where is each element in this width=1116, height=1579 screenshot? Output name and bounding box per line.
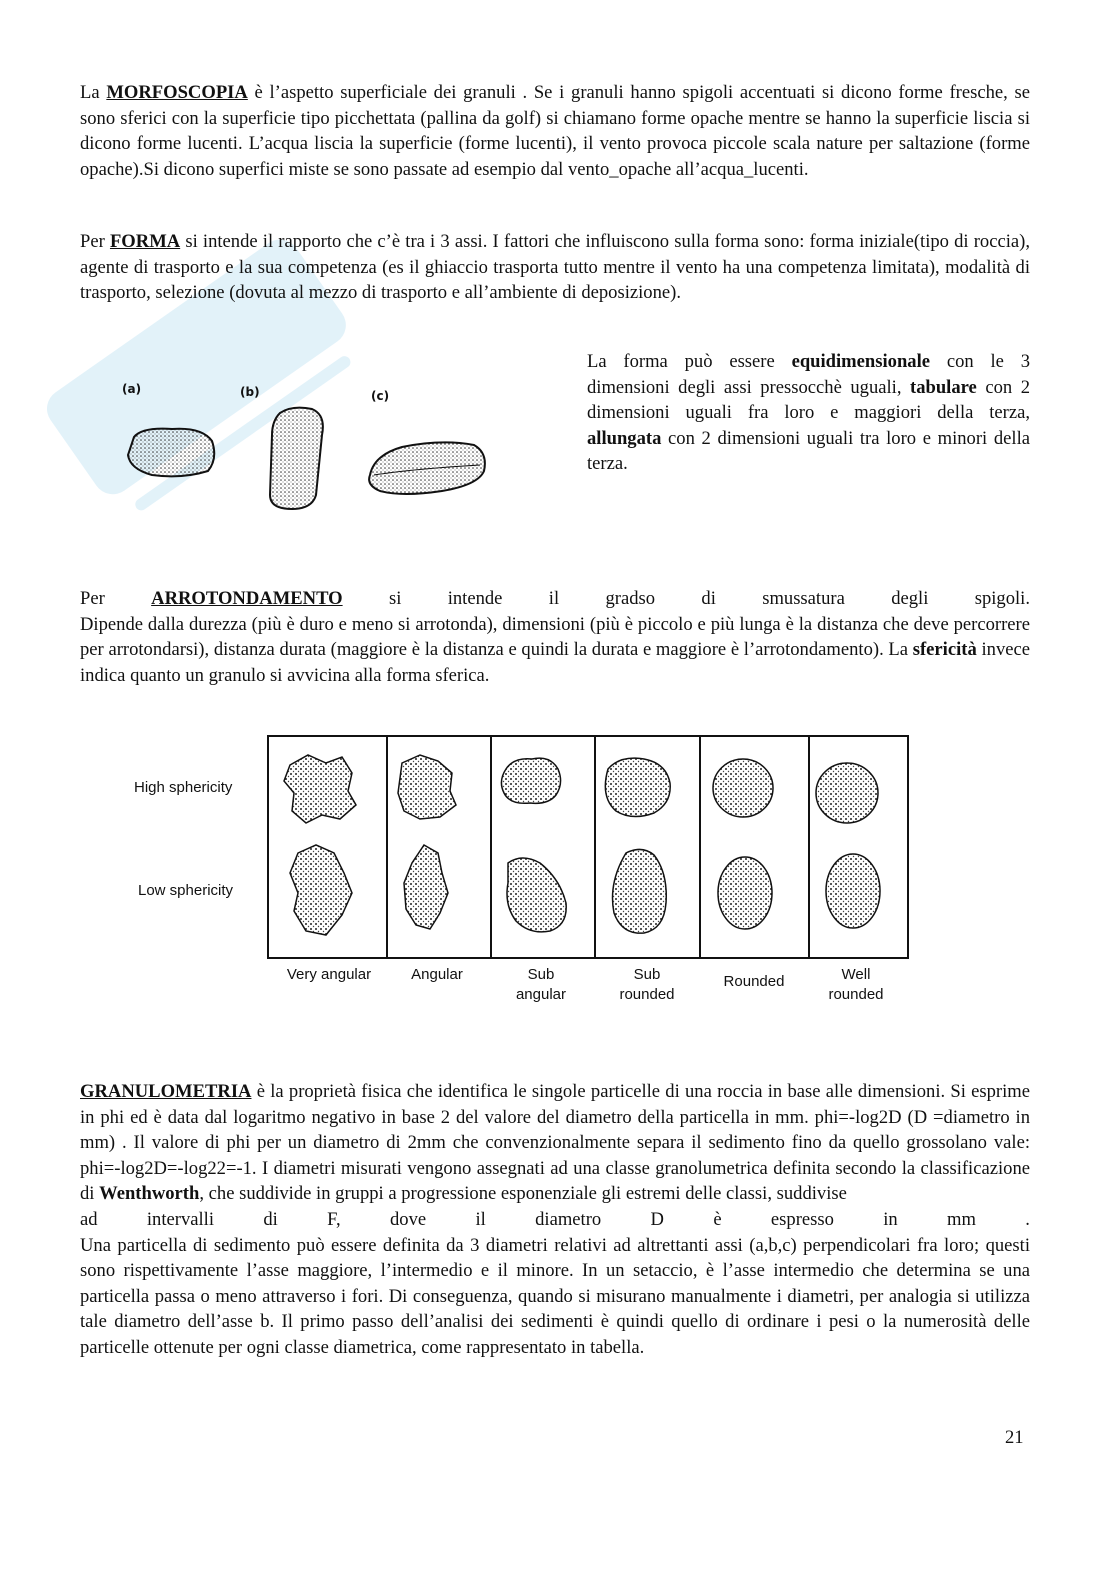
paragraph-forma-types: La forma può essere equidimensionale con le 3 dimensioni degli assi pressocchè uguali, tabulare con 2 dimensioni uguali fra loro e maggiori della terza, allungata con 2 dimensioni uguali tra loro e minori della terza. (587, 351, 1030, 475)
label-high-sphericity: High sphericity (134, 779, 233, 796)
page-number: 21 (1005, 1427, 1024, 1448)
grain-shapes-drawing (112, 375, 512, 525)
arrotondamento-first-line: Per ARROTONDAMENTO si intende il gradso di smussatura degli spigoli. (80, 586, 1030, 612)
term-equidimensionale: equidimensionale (791, 351, 931, 372)
grain-tabular (369, 442, 485, 494)
keyword-morfoscopia: MORFOSCOPIA (106, 82, 248, 103)
paragraph-morfoscopia: La MORFOSCOPIA è l’aspetto superficiale dei granuli . Se i granuli hanno spigoli accentuati si dicono forme fresche, se sono sferici con la superficie tipo picchettata (pallina da golf) si chiamano forme opache mentre se hanno la superficie liscia si dicono forme lucenti. L’acqua liscia la superficie (forme lucenti), il vento provoca piccole scala nature per saltazione (forme opache).Si dicono superfici miste se sono passate ad esempio dal vento_opache all’acqua_lucenti. (80, 82, 1030, 180)
figure-label-c: (c) (371, 389, 390, 403)
grain-elongated (270, 408, 323, 509)
label-very-angular: Very angular (286, 966, 372, 983)
term-allungata: allungata (587, 427, 662, 449)
grain-sub-angular-high (501, 758, 560, 803)
grain-sub-rounded-low (613, 849, 667, 933)
paragraph-forma: Per FORMA si intende il rapporto che c’è tra i 3 assi. I fattori che influiscono sulla forma sono: forma iniziale(tipo di roccia), agente di trasporto e la sua competenza (es il ghiaccio trasporta tutto mentre il vento ha una competenza limitata), modalità di trasporto, selezione (dovuta al mezzo di trasporto e all’ambiente di deposizione). (80, 231, 1030, 304)
grain-rounded-low (718, 857, 772, 929)
keyword-forma: FORMA (109, 231, 181, 252)
grain-well-rounded-high (816, 763, 878, 823)
label-well-rounded: Well rounded (828, 966, 884, 1003)
grain-very-angular-high (284, 755, 356, 823)
keyword-granulometria: GRANULOMETRIA (80, 1081, 252, 1102)
keyword-arrotondamento: ARROTONDAMENTO (151, 588, 343, 609)
term-wenthworth: Wenthworth (99, 1183, 200, 1205)
label-rounded: Rounded (723, 973, 785, 990)
grain-rounded-high (713, 759, 773, 817)
grain-angular-high (398, 755, 456, 819)
grains-drawing (130, 733, 930, 963)
grain-well-rounded-low (826, 854, 880, 928)
paragraph-granulometria: GRANULOMETRIA è la proprietà fisica che identifica le singole particelle di una roccia in base alle dimensioni. Si esprime in phi ed è data dal logaritmo negativo in base 2 del valore del diametro della particella in mm. phi=-log2D (D =diametro in mm) . Il valore di phi per un diametro di 2mm che convenzionalmente separa il sedimento fino da quello grossolano vale: phi=-log2D=-log22=-1. I diametri misurati vengono assegnati ad una classe granolumetrica definita secondo la classificazione di Wenthworth, che suddivide in gruppi a progressione esponenziale gli estremi delle classi, suddivise ad intervalli di F, dove il diametro D è espresso in mm . Una particella di sedimento può essere definita da 3 diametri relativi ad altrettanti assi (a,b,c) perpendicolari fra loro; questi sono rispettivamente l’asse maggiore, l’intermedio e il minore. In un setaccio, è l’asse intermedio che determina se una particella passa o meno attraverso i fori. Di conseguenza, quando si misurano manualmente i diametri, per analogia si utilizza tale diametro dell’asse b. Il primo passo dell’analisi dei sedimenti è quindi quello di ordinare i pesi o la numerosità delle particelle ottenute per ogni classe diametrica, come rappresentato in tabella. (80, 1081, 1030, 1358)
term-sfericita: sfericità (912, 639, 977, 661)
grain-sub-rounded-high (605, 758, 670, 816)
figure-label-a: (a) (122, 382, 142, 396)
grain-angular-low (404, 845, 448, 929)
label-angular: Angular (411, 966, 463, 983)
label-low-sphericity: Low sphericity (138, 882, 234, 899)
paragraph-arrotondamento: Per ARROTONDAMENTO si intende il gradso di smussatura degli spigoli. Dipende dalla durezza (più è duro e meno si arrotonda), dimensioni (più è piccolo e più lunga è la distanza che deve percorrere per arrotondarsi), distanza durata (maggiore è la distanza e quindi la durata e maggiore è l’arrotondamento). La sfericità invece indica quanto un granulo si avvicina alla forma sferica. (80, 588, 1030, 686)
granulometria-spaced-line: ad intervalli di F, dove il diametro D è espresso in mm . (80, 1208, 1030, 1230)
term-tabulare: tabulare (910, 376, 977, 398)
grain-very-angular-low (290, 845, 352, 935)
grain-sub-angular-low (507, 858, 566, 932)
figure-label-b: (b) (240, 385, 260, 399)
label-sub-angular: Sub angular (515, 966, 567, 1003)
grain-equidimensional (128, 429, 214, 477)
figure-grain-shapes (112, 375, 512, 525)
figure-roundness-sphericity (130, 733, 930, 1023)
label-sub-rounded: Sub rounded (619, 966, 675, 1003)
